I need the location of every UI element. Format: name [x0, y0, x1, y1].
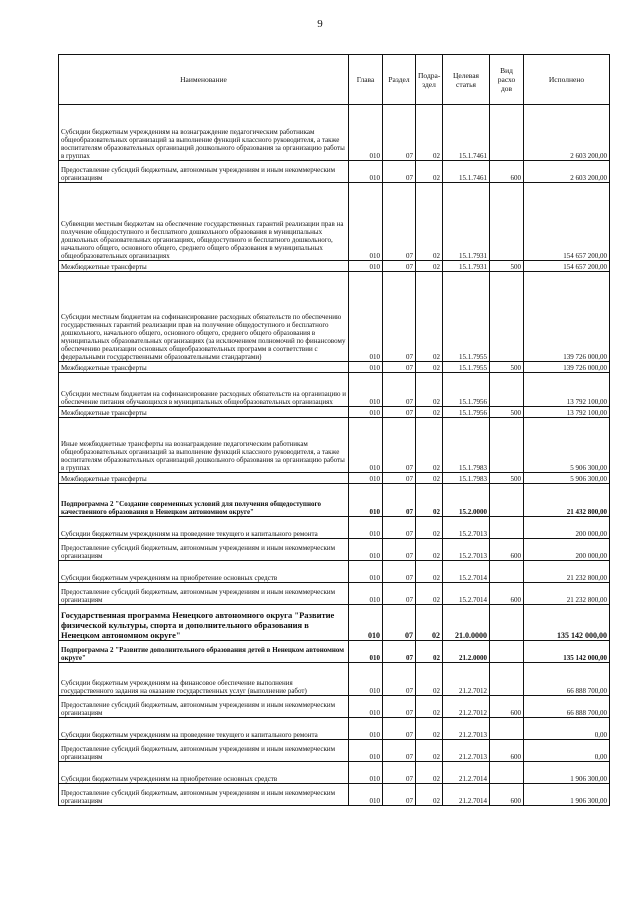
row-name: Субсидии местным бюджетам на софинансирование расходных обязательств по обеспечению государственных гарантий реализации прав на получение общедоступного и бесплатного дошкольного, начального общего, основного общего, среднего общего образования в муниципальных образовательных организациях (за исключением полномочий по финансовому обеспечению реализации основных общеобразовательных программ в соответствии с федеральными государственными образовательными стандартами) — [59, 272, 349, 362]
header-razdel: Раздел — [383, 55, 416, 105]
row-ispolneno: 21 232 800,00 — [524, 561, 610, 583]
row-ispolneno: 135 142 000,00 — [524, 641, 610, 663]
row-glava: 010 — [349, 261, 383, 272]
table-row — [59, 762, 610, 784]
row-name: Подпрограмма 2 "Развитие дополнительного образования детей в Ненецком автономном округе" — [59, 641, 349, 663]
row-vid — [490, 663, 524, 696]
row-razdel: 07 — [383, 641, 416, 663]
table-row — [59, 663, 610, 696]
row-podrazdel: 02 — [416, 740, 443, 762]
row-glava: 010 — [349, 561, 383, 583]
page-number: 9 — [317, 18, 323, 30]
row-celevaya: 21.0.0000 — [443, 605, 490, 641]
row-podrazdel: 02 — [416, 762, 443, 784]
row-razdel: 07 — [383, 663, 416, 696]
row-razdel: 07 — [383, 517, 416, 539]
row-vid: 600 — [490, 784, 524, 806]
table-header-row — [59, 55, 610, 105]
row-celevaya: 21.2.0000 — [443, 641, 490, 663]
row-vid — [490, 484, 524, 517]
row-vid: 600 — [490, 161, 524, 183]
row-name: Предоставление субсидий бюджетным, автономным учреждениям и иным некоммерческим организациям — [59, 696, 349, 718]
row-name: Предоставление субсидий бюджетным, автономным учреждениям и иным некоммерческим организациям — [59, 784, 349, 806]
header-glava: Глава — [349, 55, 383, 105]
row-name: Субсидии бюджетным учреждениям на проведение текущего и капитального ремонта — [59, 517, 349, 539]
row-celevaya: 15.2.7013 — [443, 539, 490, 561]
header-celevaya: Целевая статья — [443, 55, 490, 105]
row-name: Межбюджетные трансферты — [59, 261, 349, 272]
row-podrazdel: 02 — [416, 696, 443, 718]
table-row — [59, 183, 610, 261]
row-ispolneno: 21 432 800,00 — [524, 484, 610, 517]
row-podrazdel: 02 — [416, 418, 443, 473]
row-podrazdel: 02 — [416, 718, 443, 740]
row-vid — [490, 605, 524, 641]
table-row — [59, 696, 610, 718]
row-vid — [490, 561, 524, 583]
row-razdel: 07 — [383, 539, 416, 561]
row-glava: 010 — [349, 539, 383, 561]
row-glava: 010 — [349, 517, 383, 539]
row-razdel: 07 — [383, 261, 416, 272]
row-vid: 600 — [490, 539, 524, 561]
row-glava: 010 — [349, 641, 383, 663]
row-vid — [490, 183, 524, 261]
table-row — [59, 473, 610, 484]
row-glava: 010 — [349, 762, 383, 784]
row-podrazdel: 02 — [416, 605, 443, 641]
header-ispolneno: Исполнено — [524, 55, 610, 105]
row-name: Государственная программа Ненецкого автономного округа "Развитие физической культуры, спорта и дополнительного образования в Ненецком автономном округе" — [59, 605, 349, 641]
row-vid — [490, 272, 524, 362]
row-podrazdel: 02 — [416, 183, 443, 261]
row-vid — [490, 373, 524, 407]
row-name: Предоставление субсидий бюджетным, автономным учреждениям и иным некоммерческим организациям — [59, 161, 349, 183]
row-podrazdel: 02 — [416, 272, 443, 362]
table-row — [59, 161, 610, 183]
row-razdel: 07 — [383, 105, 416, 161]
row-ispolneno: 135 142 000,00 — [524, 605, 610, 641]
row-ispolneno: 5 906 300,00 — [524, 473, 610, 484]
row-glava: 010 — [349, 696, 383, 718]
row-glava: 010 — [349, 105, 383, 161]
table-row — [59, 362, 610, 373]
row-glava: 010 — [349, 484, 383, 517]
row-vid — [490, 418, 524, 473]
row-razdel: 07 — [383, 362, 416, 373]
row-ispolneno: 139 726 000,00 — [524, 362, 610, 373]
row-vid — [490, 762, 524, 784]
row-razdel: 07 — [383, 407, 416, 418]
row-podrazdel: 02 — [416, 484, 443, 517]
row-vid: 500 — [490, 362, 524, 373]
row-ispolneno: 66 888 700,00 — [524, 696, 610, 718]
table-row — [59, 484, 610, 517]
row-celevaya: 15.2.7014 — [443, 561, 490, 583]
row-podrazdel: 02 — [416, 784, 443, 806]
row-name: Подпрограмма 2 "Создание современных условий для получения общедоступного качественного образования в Ненецком автономном округе" — [59, 484, 349, 517]
row-name: Субсидии бюджетным учреждениям на приобретение основных средств — [59, 762, 349, 784]
row-vid — [490, 641, 524, 663]
table-row — [59, 583, 610, 605]
row-name: Субсидии бюджетным учреждениям на финансовое обеспечение выполнения государственного задания на оказание государственных услуг (выполнение работ) — [59, 663, 349, 696]
row-vid: 500 — [490, 261, 524, 272]
row-razdel: 07 — [383, 605, 416, 641]
table-row — [59, 641, 610, 663]
row-podrazdel: 02 — [416, 583, 443, 605]
table-row — [59, 105, 610, 161]
row-podrazdel: 02 — [416, 261, 443, 272]
table-row — [59, 718, 610, 740]
row-glava: 010 — [349, 784, 383, 806]
row-ispolneno: 1 906 300,00 — [524, 784, 610, 806]
row-razdel: 07 — [383, 740, 416, 762]
row-vid: 600 — [490, 696, 524, 718]
header-name: Наименование — [59, 55, 349, 105]
row-podrazdel: 02 — [416, 641, 443, 663]
row-celevaya: 15.2.7014 — [443, 583, 490, 605]
row-celevaya: 21.2.7014 — [443, 762, 490, 784]
row-ispolneno: 21 232 800,00 — [524, 583, 610, 605]
row-name: Субвенции местным бюджетам на обеспечение государственных гарантий реализации прав на получение общедоступного и бесплатного дошкольного образования в муниципальных дошкольных образовательных организациях, общедоступного и бесплатного дошкольного, начального общего, основного общего, среднего общего образования в муниципальных общеобразовательных организациях — [59, 183, 349, 261]
row-name: Межбюджетные трансферты — [59, 407, 349, 418]
row-celevaya: 15.1.7983 — [443, 418, 490, 473]
row-razdel: 07 — [383, 161, 416, 183]
row-glava: 010 — [349, 272, 383, 362]
table-row — [59, 740, 610, 762]
row-name: Предоставление субсидий бюджетным, автономным учреждениям и иным некоммерческим организациям — [59, 740, 349, 762]
row-name: Предоставление субсидий бюджетным, автономным учреждениям и иным некоммерческим организациям — [59, 583, 349, 605]
row-celevaya: 15.1.7461 — [443, 105, 490, 161]
row-glava: 010 — [349, 183, 383, 261]
row-glava: 010 — [349, 473, 383, 484]
header-podrazdel: Подраздел — [416, 55, 443, 105]
row-glava: 010 — [349, 407, 383, 418]
row-ispolneno: 2 603 200,00 — [524, 105, 610, 161]
row-vid: 500 — [490, 407, 524, 418]
header-vid: Вид расхо дов — [490, 55, 524, 105]
row-podrazdel: 02 — [416, 473, 443, 484]
row-podrazdel: 02 — [416, 663, 443, 696]
row-celevaya: 21.2.7013 — [443, 740, 490, 762]
table-row — [59, 418, 610, 473]
row-celevaya: 21.2.7012 — [443, 696, 490, 718]
row-celevaya: 21.2.7013 — [443, 718, 490, 740]
table-row — [59, 407, 610, 418]
row-glava: 010 — [349, 583, 383, 605]
row-razdel: 07 — [383, 696, 416, 718]
row-ispolneno: 13 792 100,00 — [524, 373, 610, 407]
row-ispolneno: 0,00 — [524, 718, 610, 740]
row-ispolneno: 0,00 — [524, 740, 610, 762]
row-razdel: 07 — [383, 473, 416, 484]
row-podrazdel: 02 — [416, 539, 443, 561]
row-razdel: 07 — [383, 373, 416, 407]
row-podrazdel: 02 — [416, 561, 443, 583]
table-row — [59, 605, 610, 641]
row-glava: 010 — [349, 161, 383, 183]
table-row — [59, 261, 610, 272]
row-glava: 010 — [349, 418, 383, 473]
row-celevaya: 15.1.7983 — [443, 473, 490, 484]
row-name: Межбюджетные трансферты — [59, 473, 349, 484]
row-name: Субсидии местным бюджетам на софинансирование расходных обязательств на организацию и обеспечение питания обучающихся в муниципальных общеобразовательных организациях — [59, 373, 349, 407]
row-ispolneno: 200 000,00 — [524, 517, 610, 539]
row-podrazdel: 02 — [416, 517, 443, 539]
row-ispolneno: 66 888 700,00 — [524, 663, 610, 696]
row-name: Межбюджетные трансферты — [59, 362, 349, 373]
row-name: Иные межбюджетные трансферты на вознаграждение педагогическим работникам общеобразовательных организаций за выполнение функций классного руководителя, а также воспитателям образовательных организаций дошкольного образования за организацию работы в группах — [59, 418, 349, 473]
row-podrazdel: 02 — [416, 407, 443, 418]
row-celevaya: 15.2.0000 — [443, 484, 490, 517]
row-name: Субсидии бюджетным учреждениям на приобретение основных средств — [59, 561, 349, 583]
row-ispolneno: 5 906 300,00 — [524, 418, 610, 473]
row-vid: 500 — [490, 473, 524, 484]
row-ispolneno: 13 792 100,00 — [524, 407, 610, 418]
row-celevaya: 21.2.7014 — [443, 784, 490, 806]
row-celevaya: 15.1.7955 — [443, 362, 490, 373]
row-razdel: 07 — [383, 418, 416, 473]
row-glava: 010 — [349, 373, 383, 407]
row-razdel: 07 — [383, 784, 416, 806]
table-row — [59, 373, 610, 407]
row-razdel: 07 — [383, 183, 416, 261]
row-glava: 010 — [349, 718, 383, 740]
row-name: Субсидии бюджетным учреждениям на вознаграждение педагогическим работникам общеобразовательных организаций за выполнение функций классного руководителя, а также воспитателям образовательных организаций дошкольного образования за организацию работы в группах — [59, 105, 349, 161]
row-ispolneno: 2 603 200,00 — [524, 161, 610, 183]
row-celevaya: 15.1.7956 — [443, 407, 490, 418]
row-vid: 600 — [490, 583, 524, 605]
row-celevaya: 15.1.7931 — [443, 183, 490, 261]
table-row — [59, 561, 610, 583]
row-razdel: 07 — [383, 561, 416, 583]
row-ispolneno: 139 726 000,00 — [524, 272, 610, 362]
row-podrazdel: 02 — [416, 373, 443, 407]
row-celevaya: 21.2.7012 — [443, 663, 490, 696]
row-celevaya: 15.1.7931 — [443, 261, 490, 272]
row-name: Предоставление субсидий бюджетным, автономным учреждениям и иным некоммерческим организациям — [59, 539, 349, 561]
row-podrazdel: 02 — [416, 362, 443, 373]
row-vid — [490, 718, 524, 740]
budget-table — [58, 54, 610, 806]
row-vid — [490, 517, 524, 539]
row-ispolneno: 1 906 300,00 — [524, 762, 610, 784]
row-glava: 010 — [349, 362, 383, 373]
row-razdel: 07 — [383, 484, 416, 517]
row-celevaya: 15.2.7013 — [443, 517, 490, 539]
row-celevaya: 15.1.7955 — [443, 272, 490, 362]
row-podrazdel: 02 — [416, 161, 443, 183]
row-glava: 010 — [349, 663, 383, 696]
row-ispolneno: 154 657 200,00 — [524, 183, 610, 261]
row-glava: 010 — [349, 740, 383, 762]
row-celevaya: 15.1.7461 — [443, 161, 490, 183]
table-row — [59, 784, 610, 806]
row-razdel: 07 — [383, 272, 416, 362]
table-row — [59, 539, 610, 561]
row-ispolneno: 200 000,00 — [524, 539, 610, 561]
row-razdel: 07 — [383, 718, 416, 740]
row-razdel: 07 — [383, 762, 416, 784]
row-glava: 010 — [349, 605, 383, 641]
row-vid: 600 — [490, 740, 524, 762]
table-row — [59, 517, 610, 539]
row-razdel: 07 — [383, 583, 416, 605]
row-name: Субсидии бюджетным учреждениям на проведение текущего и капитального ремонта — [59, 718, 349, 740]
row-podrazdel: 02 — [416, 105, 443, 161]
row-vid — [490, 105, 524, 161]
table-row — [59, 272, 610, 362]
row-ispolneno: 154 657 200,00 — [524, 261, 610, 272]
row-celevaya: 15.1.7956 — [443, 373, 490, 407]
